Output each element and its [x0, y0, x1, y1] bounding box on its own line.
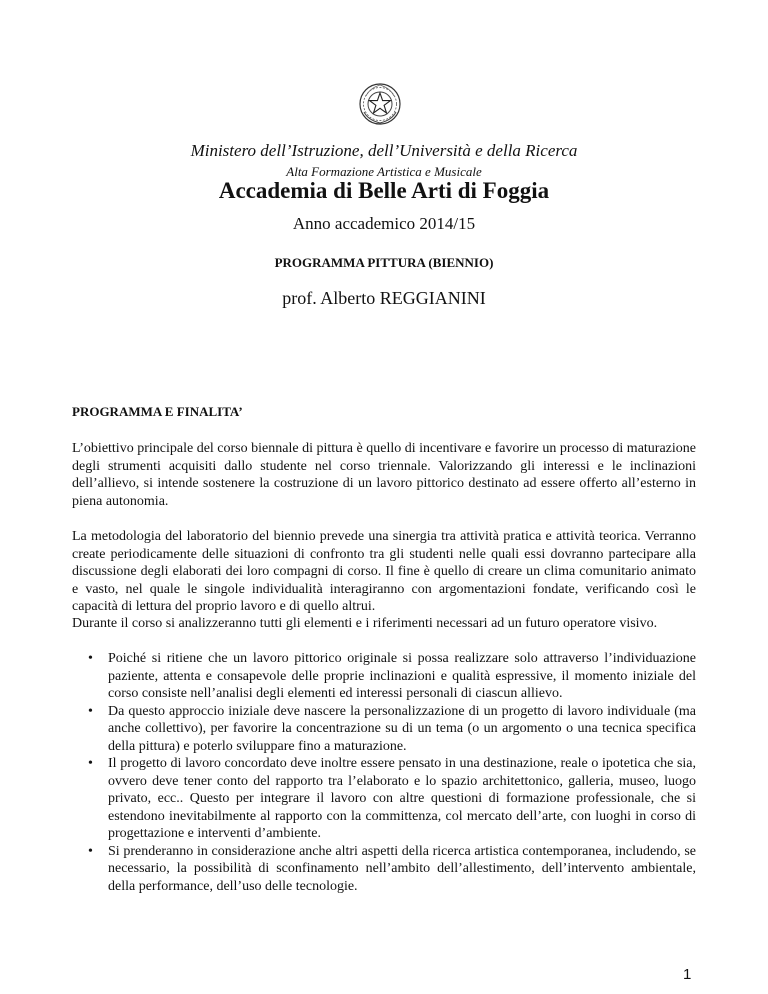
program-title: PROGRAMMA PITTURA (BIENNIO)	[274, 255, 494, 270]
paragraph-course-intro: Durante il corso si analizzeranno tutti gli elementi e i riferimenti necessari ad un futuro operatore visivo.	[72, 616, 658, 631]
italian-republic-emblem-icon	[358, 82, 402, 126]
bullet-icon: •	[88, 843, 93, 859]
paragraph-methodology: La metodologia del laboratorio del biennio prevede una sinergia tra attività pratica e attività teorica. Verranno create periodicamente delle situazioni di confronto tra gli studenti nelle quali essi dovranno partecipare alla discussione degli elaborati dei loro compagni di corso. Il fine è quello di creare un clima comunitario animato e vasto, nel quale le singole individualità interagiranno con argomentazioni fondate, verificando così le capacità di lettura del proprio lavoro e di quello altrui.	[72, 529, 696, 614]
list-item	[88, 650, 696, 703]
section-heading: PROGRAMMA E FINALITA’	[72, 404, 243, 419]
bullet-icon: •	[88, 651, 93, 666]
bullet-icon: •	[88, 703, 93, 719]
paragraph-objective: L’obiettivo principale del corso biennale di pittura è quello di incentivare e favorire un processo di maturazione degli strumenti acquisiti dallo studente nel corso triennale. Valorizzando gli interessi e le inclinazioni dell’allievo, si intende sostenere la costruzione di un lavoro pittorico destinato ad essere offerto all’esterno in piena autonomia.	[72, 441, 696, 509]
afam-subtitle: Alta Formazione Artistica e Musicale	[286, 164, 482, 179]
list-item	[88, 755, 696, 843]
list-item-text: Poiché si ritiene che un lavoro pittorico originale si possa realizzare solo attraverso l’individuazione paziente, attenta e consapevole delle proprie inclinazioni e qualità espressive, il momento iniziale del corso consiste nell’analisi degli elementi ed interessi personali di ciascun allievo.	[108, 651, 696, 701]
bullet-icon: •	[88, 756, 93, 771]
academy-name: Accademia di Belle Arti di Foggia	[218, 178, 550, 203]
page-number: 1	[683, 966, 692, 983]
list-item-text: Si prenderanno in considerazione anche altri aspetti della ricerca artistica contemporanea, includendo, se necessario, la possibilità di sconfinamento nell’ambito dell’allestimento, dell’intervento ambientale, della performance, dell’uso delle tecnologie.	[108, 843, 696, 894]
list-item-text: Da questo approccio iniziale deve nascere la personalizzazione di un progetto di lavoro individuale (ma anche collettivo), per favorire la concentrazione su di un tema (o un argomento o una tecnica specifica della pittura) e poterlo sviluppare fino a maturazione.	[108, 703, 696, 754]
list-item	[88, 703, 696, 756]
list-item	[88, 843, 696, 896]
ministry-name: Ministero dell’Istruzione, dell’Università e della Ricerca	[190, 141, 578, 160]
academic-year: Anno accademico 2014/15	[292, 214, 476, 233]
professor-name: prof. Alberto REGGIANINI	[282, 288, 486, 308]
bullet-list	[72, 650, 696, 895]
list-item-text: Il progetto di lavoro concordato deve inoltre essere pensato in una destinazione, reale o ipotetica che sia, ovvero deve tener conto del rapporto tra l’elaborato e lo spazio architettonico, galleria, museo, luogo privato, ecc.. Questo per integrare il lavoro con altre questioni di formazione professionale, che si estendono inevitabilmente al rapporto con la committenza, col mercato dell’arte, con luoghi in corso di progettazione e interventi d’ambiente.	[108, 756, 696, 841]
